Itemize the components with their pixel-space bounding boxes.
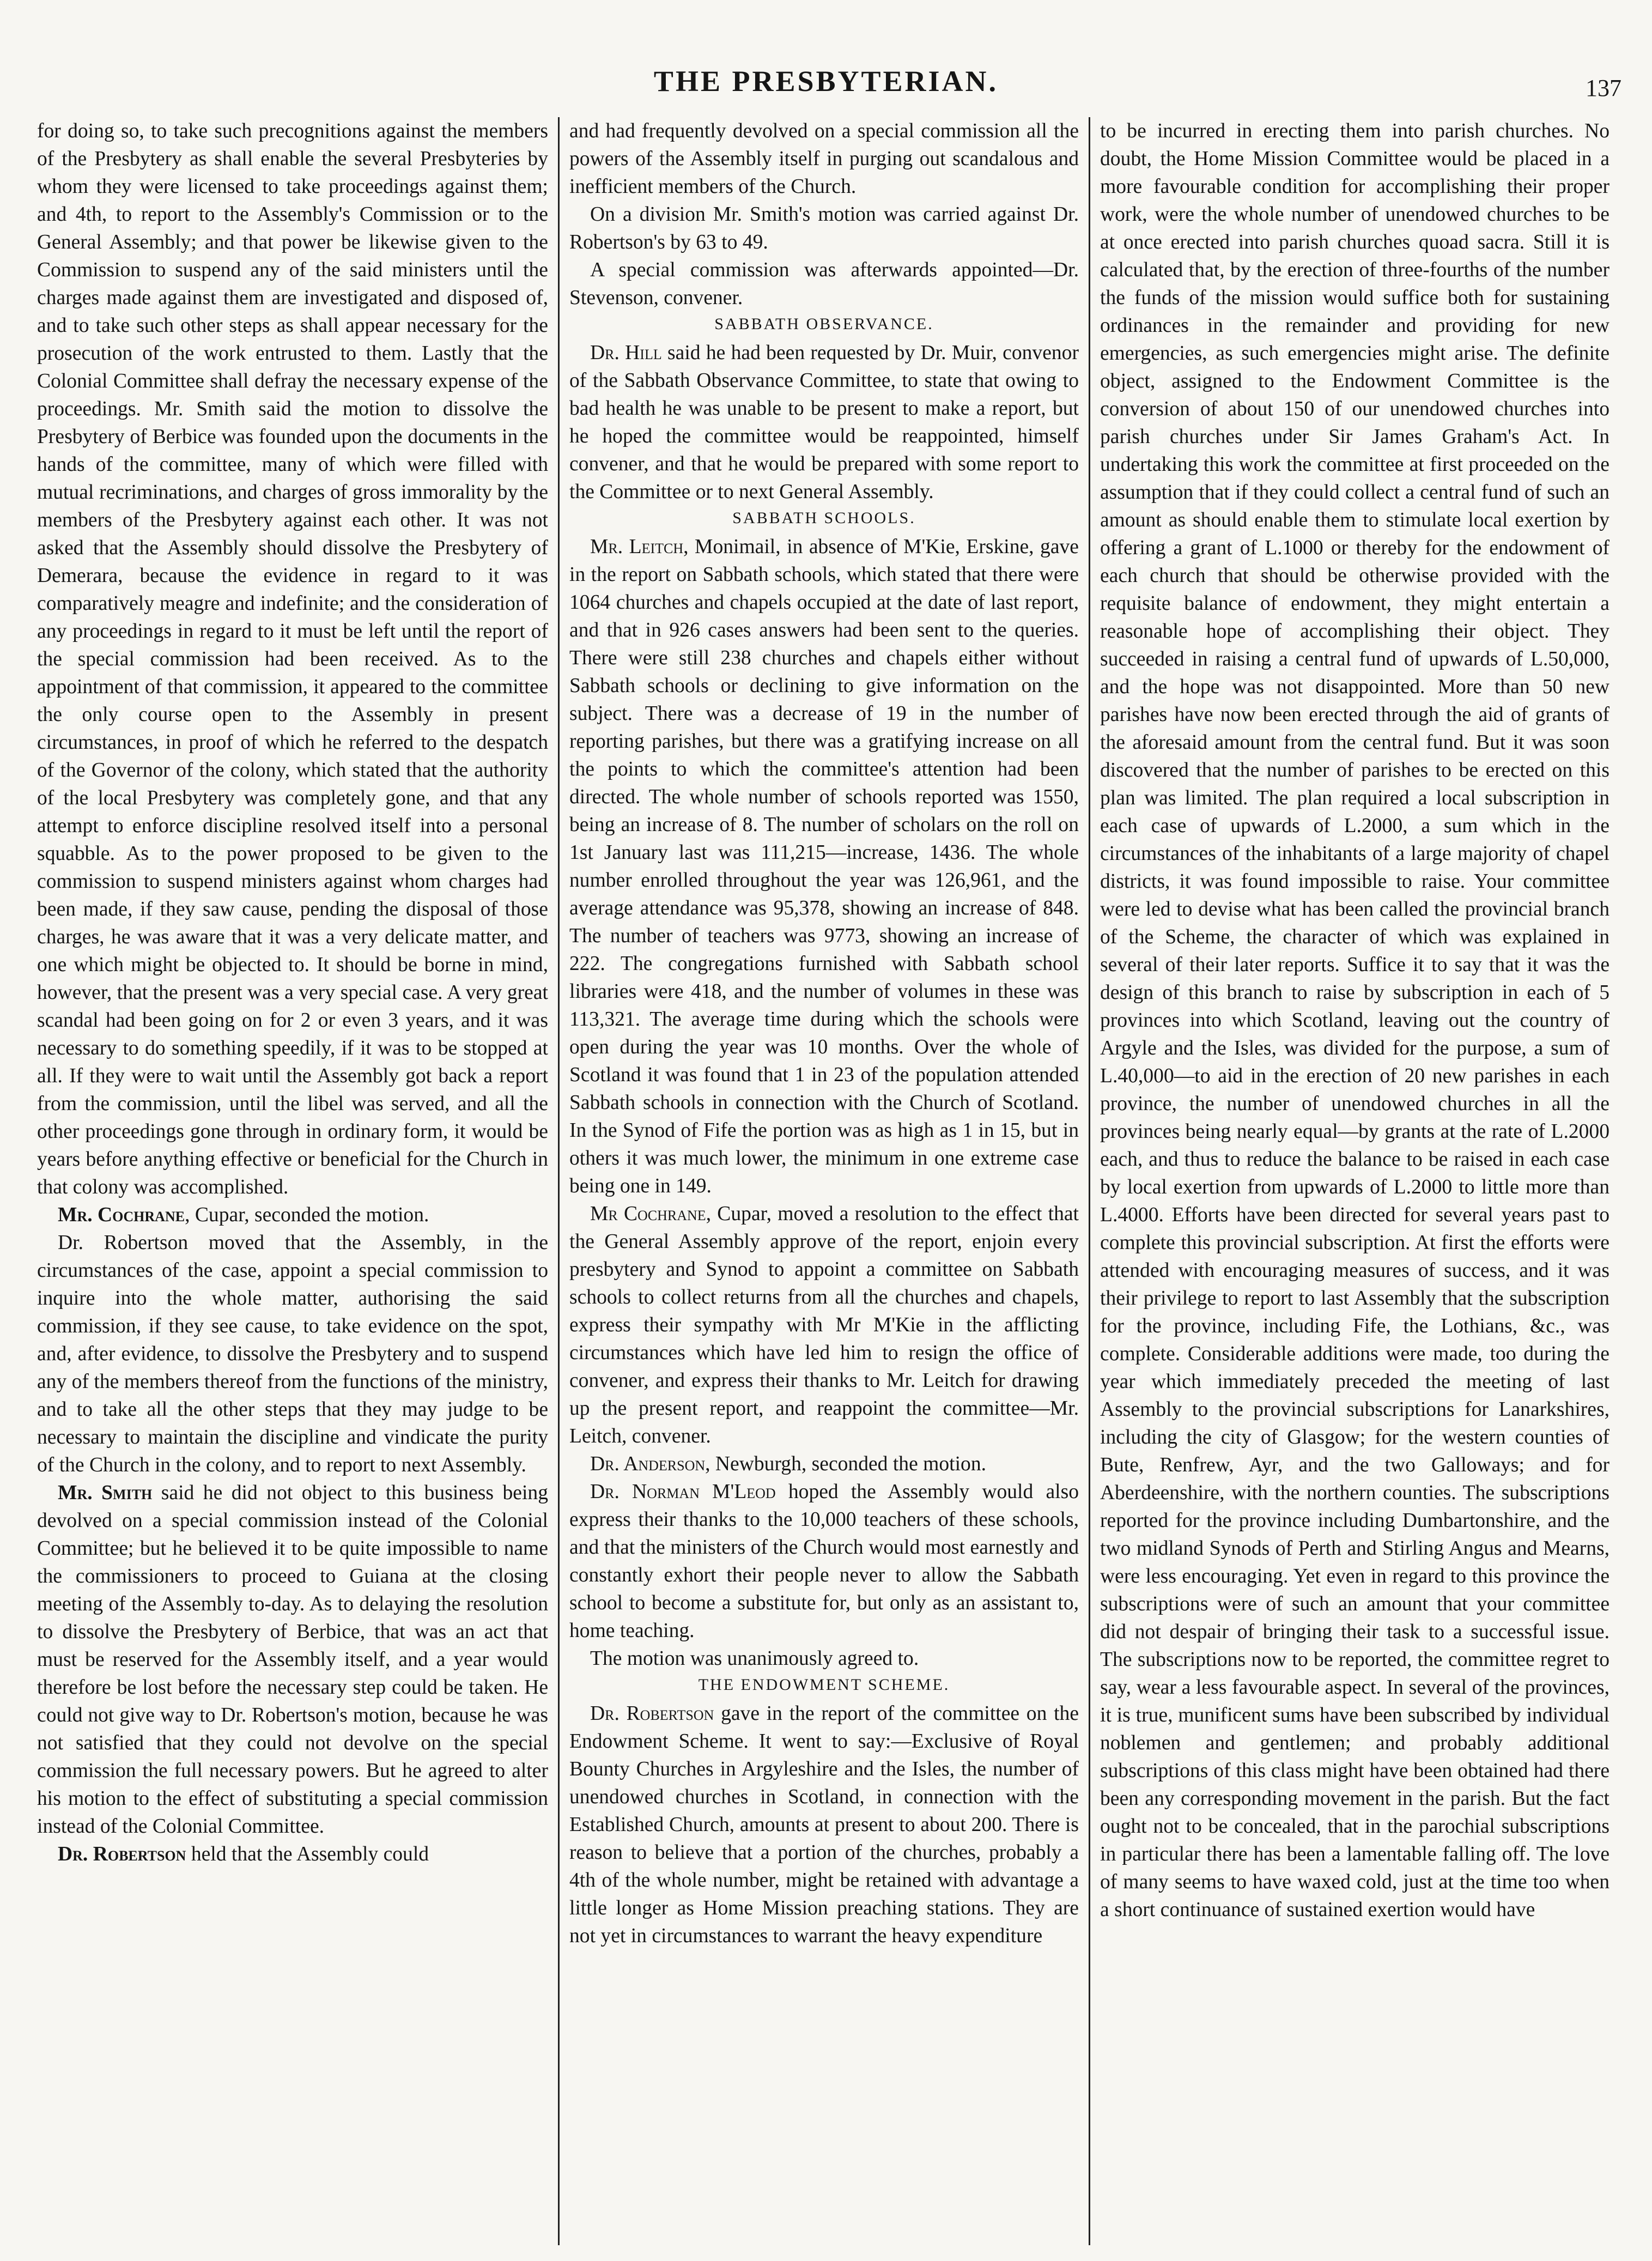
paragraph-text: , Monimail, in absence of M'Kie, Erskine, gave in the report on Sabbath schools, which stated that there were 1064 churches and chapels occupied at the date of last report, and that in 926 cases answers had been sent to the queries. There were still 238 churches and chapels either without Sabbath schools or declining to give information on the subject. There was a decrease of 19 in the number of reporting parishes, but there was a gratifying increase on all the points to which the committee's attention had been directed. The whole number of schools reported was 1550, being an increase of 8. The number of scholars on the roll on 1st January last was 111,215—increase, 1436. The whole number enrolled throughout the year was 126,961, and the average attendance was 95,378, showing an increase of 848. The number of teachers was 9773, showing an increase of 222. The congregations furnished with Sabbath school libraries were 418, and the number of volumes in these was 113,321. The average time during which the schools were open during the year was 10 months. Over the whole of Scotland it was found that 1 in 23 of the population attended Sabbath schools in connection with the Church of Scotland. In the Synod of Fife the portion was as high as 1 in 15, but in others it was much lower, the minimum in one extreme case being one in 149.: [569, 536, 1079, 1197]
paragraph-text: , Cupar, seconded the motion.: [185, 1204, 429, 1226]
column-middle: [558, 117, 1089, 2245]
running-title: THE PRESBYTERIAN.: [653, 65, 999, 98]
paragraph: [37, 1479, 548, 1840]
article-columns: [27, 117, 1619, 2245]
paragraph-text: held that the Assembly could: [186, 1843, 429, 1865]
speaker-name: Mr Cochrane: [590, 1203, 706, 1225]
paragraph: [37, 1840, 548, 1868]
page-number: 137: [1586, 75, 1621, 101]
paragraph: A special commission was afterwards appointed—Dr. Stevenson, convener.: [569, 259, 1079, 309]
paragraph: and had frequently devolved on a special commission all the powers of the Assembly itself in purging out scandalous and inefficient members of the Church.: [569, 120, 1079, 198]
speaker-name: Dr. Norman M'Leod: [590, 1481, 776, 1503]
speaker-name: Dr. Hill: [590, 342, 662, 364]
column-right: [1089, 117, 1619, 2245]
paragraph-text: hoped the Assembly would also express their thanks to the 10,000 teachers of these schools, and that the ministers of the Church would most earnestly and constantly exhort their people never to allow the Sabbath school to become a substitute for, but only as an assistant to, home teaching.: [569, 1481, 1079, 1642]
speaker-name: Mr. Smith: [58, 1482, 153, 1504]
paragraph: [569, 339, 1079, 506]
paragraph: [569, 533, 1079, 1200]
speaker-name: Dr. Robertson: [58, 1843, 186, 1865]
paragraph-text: gave in the report of the committee on the Endowment Scheme. It went to say:—Exclusive of Royal Bounty Churches in Argyleshire and the Isles, the number of unendowed churches in Scotland, in connection with the Established Church, amounts at present to about 200. There is reason to believe that a portion of the churches, probably a 4th of the whole number, might be retained with advantage a little longer as Home Mission preaching stations. They are not yet in circumstances to warrant the heavy expenditure: [569, 1702, 1079, 1947]
paragraph: [569, 1450, 1079, 1478]
paragraph: On a division Mr. Smith's motion was carried against Dr. Robertson's by 63 to 49.: [569, 203, 1079, 253]
page-header: [0, 64, 1652, 108]
speaker-name: Dr. Anderson: [590, 1453, 706, 1475]
column-left: [27, 117, 558, 2245]
paragraph: [569, 1700, 1079, 1950]
paragraph: [569, 1478, 1079, 1645]
paragraph: [569, 1200, 1079, 1450]
paragraph-text: said he had been requested by Dr. Muir, convenor of the Sabbath Observance Committee, to state that owing to bad health he was unable to be present to make a report, but he hoped the committee would be reappointed, himself convener, and that he would be prepared with some report to the Committee or to next General Assembly.: [569, 342, 1079, 503]
speaker-name: Dr. Robertson: [590, 1702, 714, 1725]
speaker-name: Mr. Leitch: [590, 536, 684, 558]
paragraph-text: , Newburgh, seconded the motion.: [705, 1453, 987, 1475]
paragraph: Dr. Robertson moved that the Assembly, in the circumstances of the case, appoint a special commission to inquire into the whole matter, authorising the said commission, if they see cause, to take evidence on the spot, and, after evidence, to dissolve the Presbytery and to suspend any of the members thereof from the functions of the ministry, and to take all the other steps that they may judge to be necessary to maintain the discipline and vindicate the purity of the Church in the colony, and to report to next Assembly.: [37, 1232, 548, 1476]
section-heading: SABBATH SCHOOLS.: [732, 509, 916, 527]
paragraph-text: , Cupar, moved a resolution to the effect that the General Assembly approve of the report, enjoin every presbytery and Synod to appoint a committee on Sabbath schools to collect returns from all the churches and chapels, express their sympathy with Mr M'Kie in the afflicting circumstances which have led him to resign the office of convener, and express their thanks to Mr. Leitch for drawing up the present report, and reappoint the committee—Mr. Leitch, convener.: [569, 1203, 1079, 1447]
section-heading: SABBATH OBSERVANCE.: [714, 315, 934, 333]
speaker-name: Mr. Cochrane: [58, 1204, 185, 1226]
section-heading: THE ENDOWMENT SCHEME.: [698, 1676, 950, 1694]
paragraph: for doing so, to take such precognitions against the members of the Presbytery as shall enable the several Presbyteries by whom they were licensed to take proceedings against them; and 4th, to report to the Assembly's Commission or to the General Assembly; and that power be likewise given to the Commission to suspend any of the said ministers until the charges made against them are investigated and disposed of, and to take such other steps as shall appear necessary for the prosecution of the work entrusted to them. Lastly that the Colonial Committee shall defray the necessary expense of the proceedings. Mr. Smith said the motion to dissolve the Presbytery of Berbice was founded upon the documents in the hands of the committee, many of which were filled with mutual recriminations, and charges of gross immorality by the members of the Presbytery against each other. It was not asked that the Assembly should dissolve the Presbytery of Demerara, because the evidence in regard to it was comparatively meagre and indefinite; and the consideration of any proceedings in regard to it must be left until the report of the special commission had been received. As to the appointment of that commission, it appeared to the committee the only course open to the Assembly in present circumstances, in proof of which he referred to the despatch of the Governor of the colony, which stated that the authority of the local Presbytery was completely gone, and that any attempt to enforce discipline resolved itself into a personal squabble. As to the power proposed to be given to the commission to suspend ministers against whom charges had been made, if they saw cause, pending the disposal of those charges, he was aware that it was a very delicate matter, and one which might be objected to. It should be borne in mind, however, that the present was a very special case. A very great scandal had been going on for 2 or even 3 years, and it was necessary to do something speedily, if it was to be stopped at all. If they were to wait until the Assembly got back a report from the commission, until the libel was served, and all the other proceedings gone through in ordinary form, it would be years before anything effective or beneficial for the Church in that colony was accomplished.: [37, 120, 548, 1198]
paragraph-text: said he did not object to this business being devolved on a special commission instead of the Colonial Committee; but he believed it to be quite impossible to name the commissioners to proceed to Guiana at the closing meeting of the Assembly to-day. As to delaying the resolution to dissolve the Presbytery of Berbice, that was an act that must be reserved for the Assembly itself, and a year would therefore be lost before the necessary step could be taken. He could not give way to Dr. Robertson's motion, because he was not satisfied that they could not devolve on the special commission the full necessary powers. But he agreed to alter his motion to the effect of substituting a special commission instead of the Colonial Committee.: [37, 1482, 548, 1838]
paragraph: to be incurred in erecting them into parish churches. No doubt, the Home Mission Committee would be placed in a more favourable condition for accomplishing their proper work, were the whole number of unendowed churches to be at once erected into parish churches quoad sacra. Still it is calculated that, by the erection of three-fourths of the number the funds of the mission would suffice both for sustaining ordinances in the remainder and providing for new emergencies, as such emergencies might arise. The definite object, assigned to the Endowment Committee is the conversion of about 150 of our unendowed churches into parish churches under Sir James Graham's Act. In undertaking this work the committee at first proceeded on the assumption that if they could collect a central fund of such an amount as should enable them to stimulate local exertion by offering a grant of L.1000 or thereby for the endowment of each church that should be otherwise provided with the requisite balance of endowment, they might entertain a reasonable hope of accomplishing their object. They succeeded in raising a central fund of upwards of L.50,000, and the hope was not disappointed. More than 50 new parishes have now been erected through the aid of grants of the aforesaid amount from the central fund. But it was soon discovered that the number of parishes to be erected on this plan was limited. The plan required a local subscription in each case of upwards of L.2000, a sum which in the circumstances of the inhabitants of a large majority of chapel districts, it was found impossible to raise. Your committee were led to devise what has been called the provincial branch of the Scheme, the character of which was explained in several of their later reports. Suffice it to say that it was the design of this branch to raise by subscription in each of 5 provinces into which Scotland, leaving out the country of Argyle and the Isles, was divided for the purpose, a sum of L.40,000—to aid in the erection of 20 new parishes in each province, the number of unendowed churches in all the provinces being nearly equal—by grants at the rate of L.2000 each, and thus to reduce the balance to be raised in each case by local exertion from upwards of L.2000 to little more than L.4000. Efforts have been directed for several years past to complete this provincial subscription. At first the efforts were attended with encouraging measures of success, and it was their privilege to report to last Assembly that the subscription for the province, including Fife, the Lothians, &c., was complete. Considerable additions were made, too during the year which immediately preceded the meeting of last Assembly to the provincial subscriptions for Lanarkshires, including the city of Glasgow; for the western counties of Bute, Renfrew, Ayr, and the two Galloways; and for Aberdeenshire, with the northern counties. The subscriptions reported for the province including Dumbartonshire, and the two midland Synods of Perth and Stirling Angus and Mearns, were less encouraging. Yet even in regard to this province the subscriptions were of such an amount that your committee did not despair of bringing their task to a successful issue. The subscriptions now to be reported, the committee regret to say, wear a less favourable aspect. In several of the provinces, it is true, munificent sums have been subscribed by individual noblemen and gentlemen; and probably additional subscriptions of this class might have been obtained had there been any corresponding movement in the parish. But the fact ought not to be concealed, that in the parochial subscriptions in particular there has been a lamentable falling off. The love of many seems to have waxed cold, just at the time too when a short continuance of sustained exertion would have: [1100, 120, 1610, 1921]
paragraph: [37, 1201, 548, 1229]
paragraph: The motion was unanimously agreed to.: [590, 1647, 919, 1670]
